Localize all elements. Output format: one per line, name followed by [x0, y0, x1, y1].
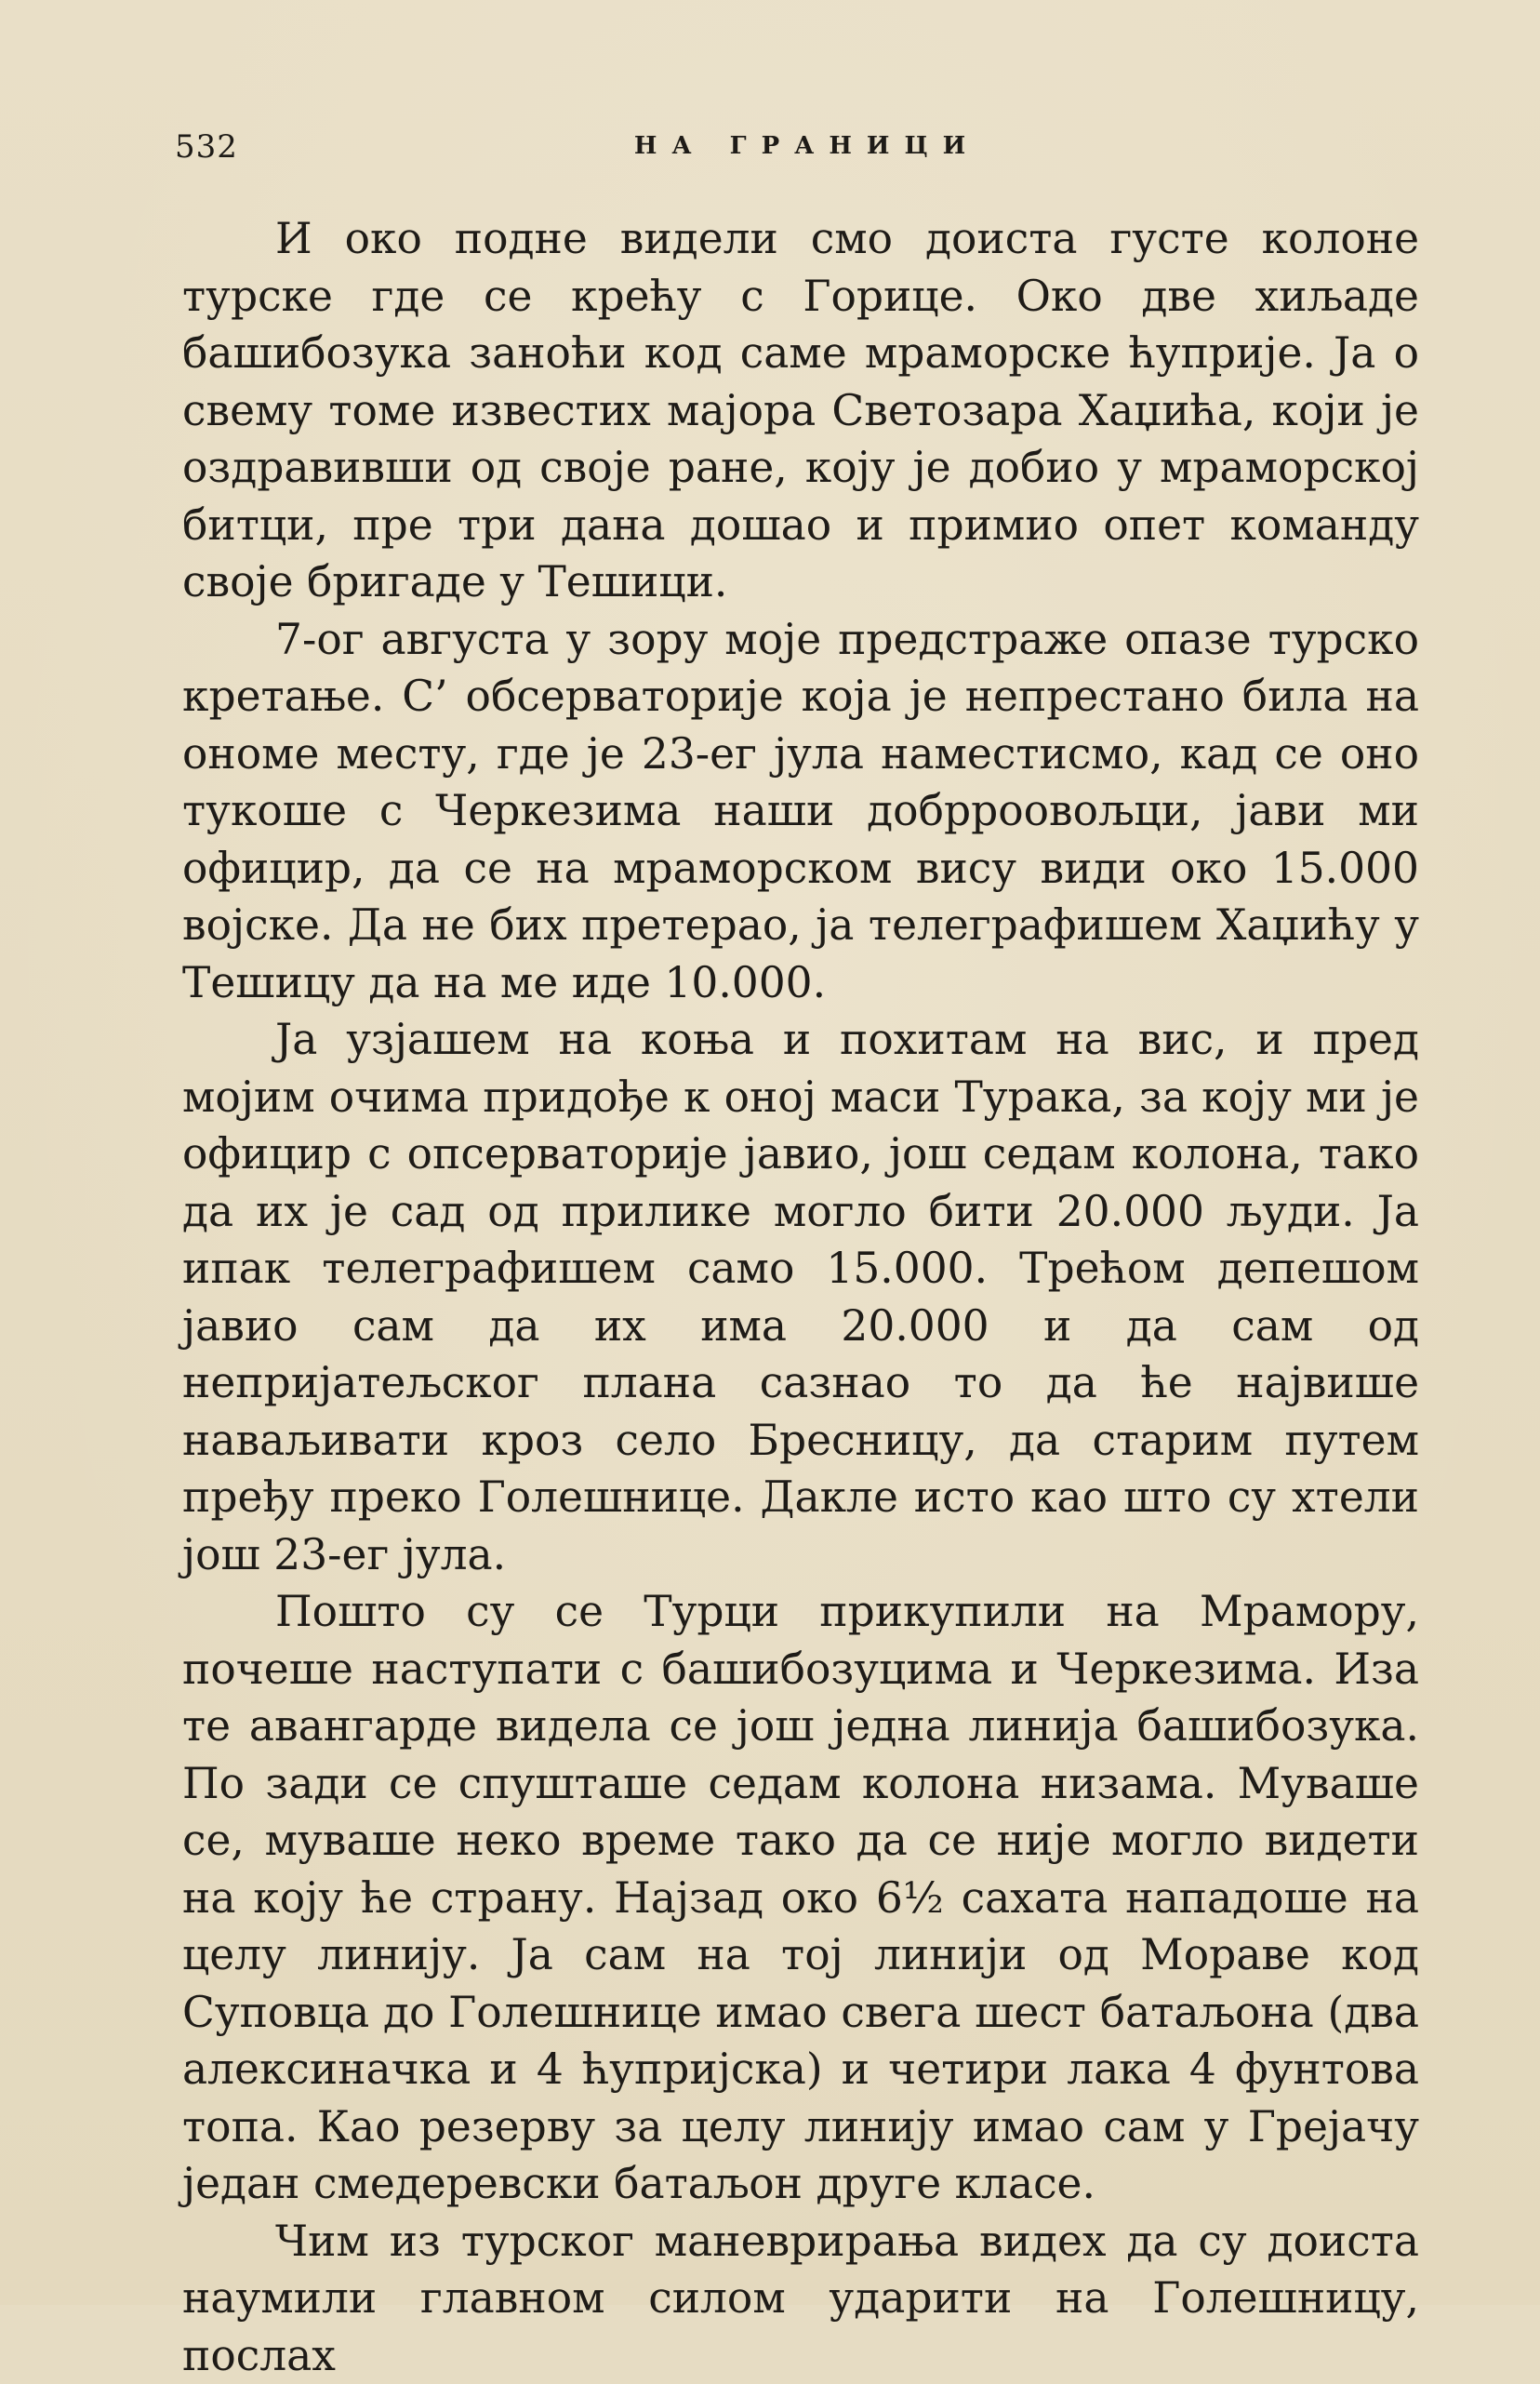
paragraph: Ја узјашем на коња и похитам на вис, и пред мојим очима придође к оној маси Турака, за коју ми је официр с опсерваторије јавио, још седам колона, тако да их је сад од прилике могло бити 20.000 људи. Ја ипак телеграфишем само 15.000. Трећом депешом јавио сам да их има 20.000 и да сам од непријатељског плана сазнао то да ће највише наваљивати кроз село Бресницу, да старим путем пређу преко Голешнице. Дакле исто као што су хтели још 23-ег јула.	[182, 1011, 1419, 1583]
paragraph: Чим из турског маневрирања видех да су доиста наумили главном силом ударити на Голешницу, послах	[182, 2213, 1419, 2384]
paragraph: И око подне видели смо доиста густе колоне турске где се крећу с Горице. Око две хиљаде башибозука заноћи код саме мраморске ћуприје. Ја о свему томе известих мајора Светозара Хаџића, који је оздравивши од своје ране, коју је добио у мраморској битци, пре три дана дошао и примио опет команду своје бригаде у Тешици.	[182, 210, 1419, 611]
running-title: НА ГРАНИЦИ	[175, 132, 1440, 160]
page-number: 532	[175, 128, 238, 166]
running-head	[175, 128, 1440, 166]
body-text	[182, 210, 1419, 2384]
paragraph: Пошто су се Турци прикупили на Мрамору, почеше наступати с башибозуцима и Черкезима. Иза те авангарде видела се још једна линија башибозука. По зади се спушташе седам колона низама. Муваше се, муваше неко време тако да се није могло видети на коју ће страну. Најзад око 6½ сахата нападоше на целу линију. Ја сам на тој линији од Мораве код Суповца до Голешнице имао свега шест батаљона (два алексиначка и 4 ћупријска) и четири лака 4 фунтова топа. Као резерву за целу линију имао сам у Грејачу један смедеревски батаљон друге класе.	[182, 1583, 1419, 2213]
paragraph: 7-ог августа у зору моје предстраже опазе турско кретање. С’ обсерваторије која је непрестано била на ономе месту, где је 23-ег јула наместисмо, кад се оно тукоше с Черкезима наши добрроовољци, јави ми официр, да се на мраморском вису види око 15.000 војске. Да не бих претерао, ја телеграфишем Хаџићу у Тешицу да на ме иде 10.000.	[182, 611, 1419, 1012]
